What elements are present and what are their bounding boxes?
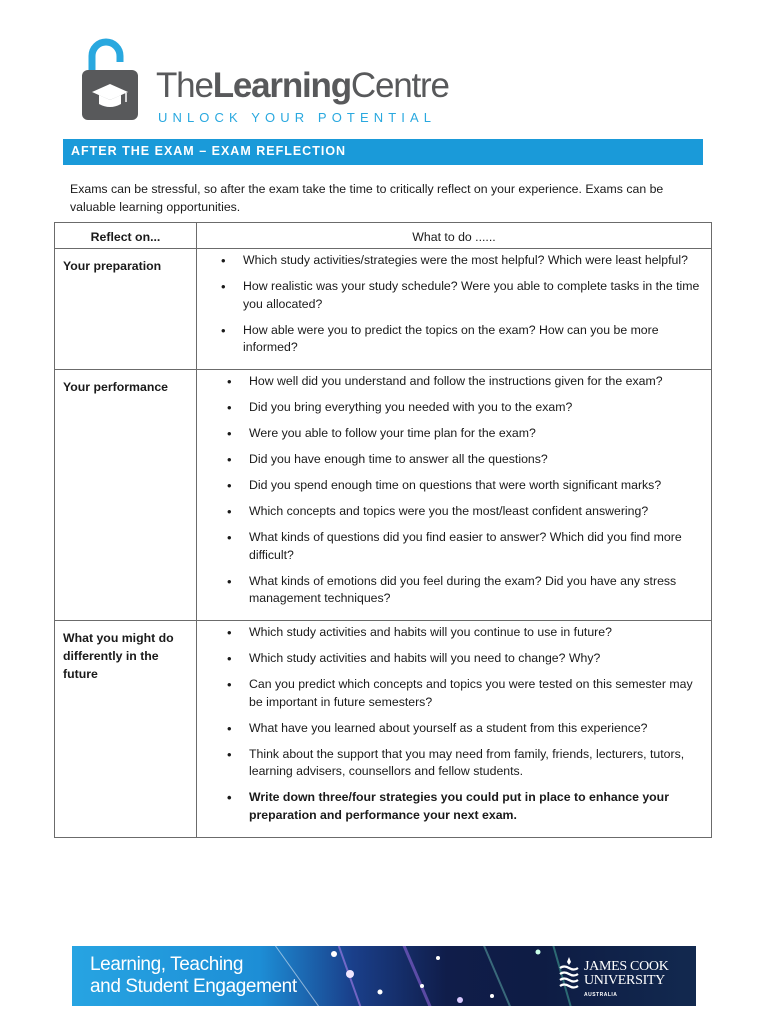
list-item: • What kinds of emotions did you feel during the exam? Did you have any stress management techniques?	[197, 573, 701, 608]
list-item: • Which study activities and habits will you continue to use in future?	[197, 624, 701, 642]
list-item: • Which study activities/strategies were the most helpful? Which were least helpful?	[197, 252, 701, 270]
bullet-list	[197, 624, 701, 824]
reflection-table	[54, 222, 712, 838]
brand-tagline: UNLOCK YOUR POTENTIAL	[158, 110, 437, 125]
table-header-row	[55, 223, 712, 249]
table-row-preparation	[55, 249, 712, 370]
list-item: • Were you able to follow your time plan for the exam?	[197, 425, 701, 443]
list-item: • Did you have enough time to answer all the questions?	[197, 451, 701, 469]
row-label: What you might do differently in the future	[55, 621, 197, 838]
header-reflect-on: Reflect on...	[55, 223, 197, 249]
list-item: • How able were you to predict the topics on the exam? How can you be more informed?	[197, 322, 701, 357]
university-name: JAMES COOK UNIVERSITY	[584, 959, 669, 988]
row-label: Your preparation	[55, 249, 197, 370]
brand-name: TheLearningCentre	[156, 66, 449, 105]
list-item: • Think about the support that you may need from family, friends, lecturers, tutors, learning advisers, counsellors and fellow students.	[197, 746, 701, 781]
row-label: Your performance	[55, 370, 197, 621]
table-row-future	[55, 621, 712, 838]
header-what-to-do: What to do ......	[197, 223, 712, 249]
jcu-logo	[558, 952, 678, 1000]
bullet-list	[197, 373, 701, 608]
list-item-emphasis: • Write down three/four strategies you could put in place to enhance your preparation and performance your next exam.	[197, 789, 701, 824]
list-item: • Did you bring everything you needed with you to the exam?	[197, 399, 701, 417]
learning-centre-logo	[80, 38, 449, 130]
list-item: • Can you predict which concepts and topics you were tested on this semester may be important in future semesters?	[197, 676, 701, 711]
footer-banner-title: Learning, Teaching and Student Engagement	[90, 954, 297, 997]
padlock-graduation-cap-icon	[82, 38, 140, 122]
list-item: • What have you learned about yourself as a student from this experience?	[197, 720, 701, 738]
intro-paragraph: Exams can be stressful, so after the exam take the time to critically reflect on your experience. Exams can be valuable learning opportunities.	[70, 182, 664, 214]
jcu-wave-crest-icon	[558, 956, 580, 990]
list-item: • How well did you understand and follow the instructions given for the exam?	[197, 373, 701, 391]
list-item: • How realistic was your study schedule? Were you able to complete tasks in the time you allocated?	[197, 278, 701, 313]
footer-banner	[72, 946, 696, 1006]
table-row-performance	[55, 370, 712, 621]
university-country: AUSTRALIA	[584, 992, 618, 998]
list-item: • What kinds of questions did you find easier to answer? Which did you find more difficult?	[197, 529, 701, 564]
section-title-bar: AFTER THE EXAM – EXAM REFLECTION	[63, 139, 703, 165]
list-item: • Which concepts and topics were you the most/least confident answering?	[197, 503, 701, 521]
bullet-list	[197, 252, 701, 357]
list-item: • Which study activities and habits will you need to change? Why?	[197, 650, 701, 668]
list-item: • Did you spend enough time on questions that were worth significant marks?	[197, 477, 701, 495]
